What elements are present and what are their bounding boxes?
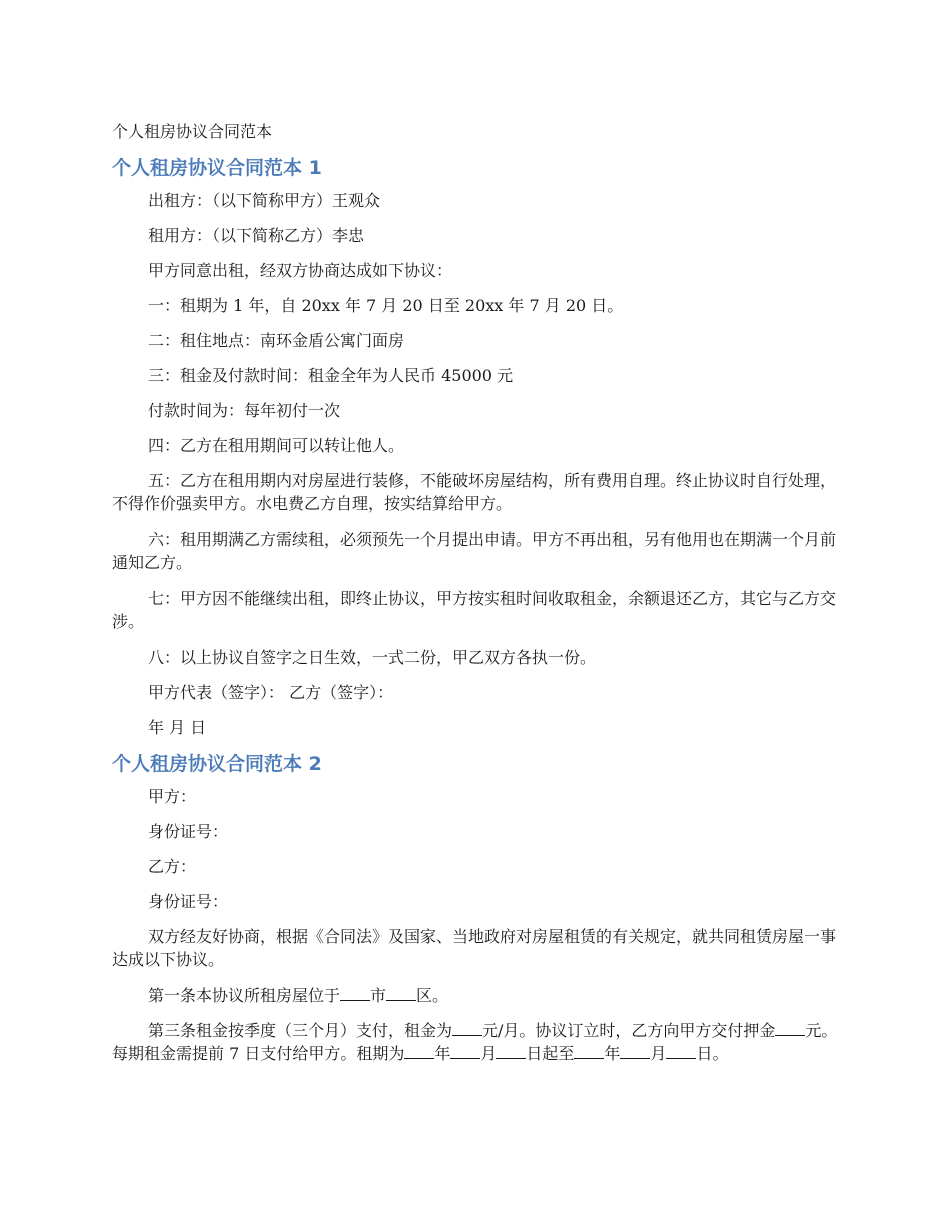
paragraph-party-b-id: 身份证号： [148,892,229,911]
paragraph-clause-7: 七：甲方因不能继续出租，即终止协议，甲方按实租时间收取租金，余额退还乙方，其它与乙方交涉。 [112,589,837,631]
paragraph-clause-2: 二：租住地点：南环金盾公寓门面房 [148,331,405,350]
section-1-heading: 个人租房协议合同范本 1 [112,157,322,179]
article-3-text-g: 年 [604,1044,621,1063]
article-1-text-a: 第一条本协议所租房屋位于 [148,986,341,1005]
paragraph-article-1 [112,984,840,1007]
blank-field [450,1044,480,1059]
blank-field [775,1021,805,1036]
paragraph-lessor: 出租方：（以下简称甲方）王观众 [148,191,381,210]
paragraph-signatures: 甲方代表（签字）： 乙方（签字）： [148,683,394,702]
paragraph-party-b: 乙方： [148,857,197,876]
document-title: 个人租房协议合同范本 [112,122,273,141]
article-3-text-a: 第三条租金按季度（三个月）支付，租金为 [148,1021,453,1040]
article-3-text-e: 月 [480,1044,497,1063]
paragraph-party-a: 甲方： [148,787,197,806]
paragraph-preamble: 双方经友好协商，根据《合同法》及国家、当地政府对房屋租赁的有关规定，就共同租赁房屋一事达成以下协议。 [112,927,837,969]
paragraph-clause-6: 六：租用期满乙方需续租，必须预先一个月提出申请。甲方不再出租，另有他用也在期满一个月前通知乙方。 [112,530,837,572]
paragraph-clause-5: 五：乙方在租用期内对房屋进行装修，不能破坏房屋结构，所有费用自理。终止协议时自行处理，不得作价强卖甲方。水电费乙方自理，按实结算给甲方。 [112,471,837,513]
paragraph-article-3 [112,1019,840,1065]
article-3-text-c: 元。每期租金需提前 7 日支付给甲方。租期为 [112,1021,838,1063]
section-2-heading: 个人租房协议合同范本 2 [112,753,322,775]
article-3-text-d: 年 [434,1044,451,1063]
paragraph-clause-8: 八：以上协议自签字之日生效，一式二份，甲乙双方各执一份。 [148,648,597,667]
paragraph-date: 年 月 日 [148,718,207,737]
article-3-text-i: 日。 [696,1044,729,1063]
article-3-text-f: 日起至 [526,1044,575,1063]
article-1-text-b: 市 [370,986,387,1005]
blank-field [666,1044,696,1059]
paragraph-clause-3: 三：租金及付款时间：租金全年为人民币 45000 元 [148,366,514,385]
blank-field [574,1044,604,1059]
paragraph-clause-4: 四：乙方在租用期间可以转让他人。 [148,436,405,455]
blank-field [620,1044,650,1059]
blank-field [386,986,416,1001]
blank-field [452,1021,482,1036]
paragraph-clause-1: 一：租期为 1 年，自 20xx 年 7 月 20 日至 20xx 年 7 月 20 日。 [148,296,624,315]
blank-field [404,1044,434,1059]
paragraph-payment-time: 付款时间为：每年初付一次 [148,401,341,420]
article-1-text-c: 区。 [416,986,449,1005]
article-3-text-h: 月 [650,1044,667,1063]
blank-field [340,986,370,1001]
paragraph-lessee: 租用方：（以下简称乙方）李忠 [148,226,365,245]
blank-field [496,1044,526,1059]
paragraph-party-a-id: 身份证号： [148,822,229,841]
paragraph-agreement-intro: 甲方同意出租，经双方协商达成如下协议： [148,261,453,280]
article-3-text-b: 元/月。协议订立时，乙方向甲方交付押金 [482,1021,776,1040]
